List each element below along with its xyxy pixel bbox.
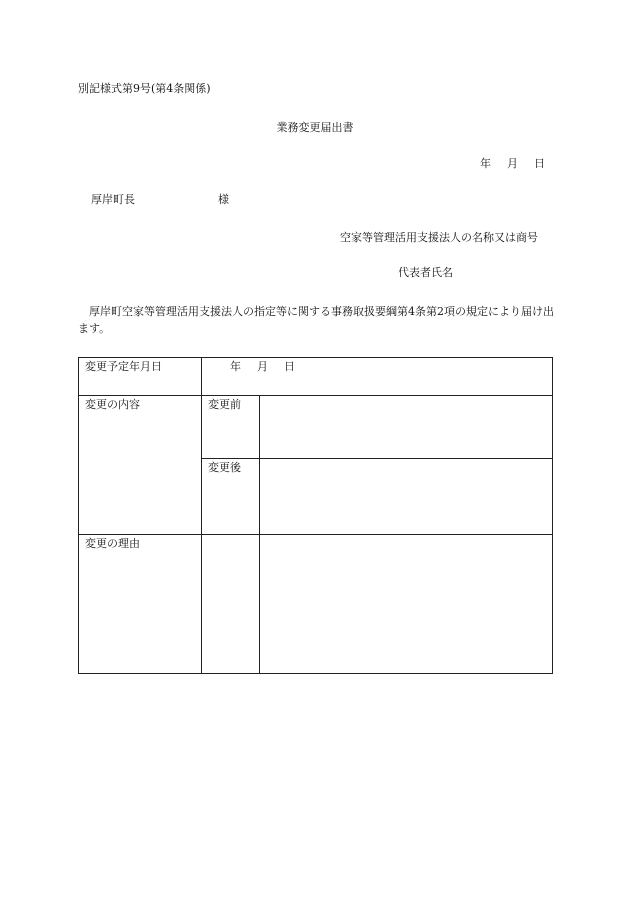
- form-reference: 別記様式第9号(第4条関係): [78, 82, 211, 95]
- planned-date-cell[interactable]: [202, 358, 553, 396]
- body-statement: 厚岸町空家等管理活用支援法人の指定等に関する事務取扱要綱第4条第2項の規定により届け出ます。: [78, 305, 554, 335]
- date-year-label: 年: [480, 157, 491, 170]
- date-day-label: 日: [534, 157, 545, 170]
- planned-month-label: 月: [257, 360, 268, 373]
- representative-label: 代表者氏名: [398, 266, 453, 279]
- reason-label: 変更の理由: [79, 535, 202, 674]
- submission-date: [480, 157, 545, 171]
- planned-date-label: 変更予定年月日: [79, 358, 202, 396]
- after-field[interactable]: [260, 459, 553, 535]
- after-label: 変更後: [202, 459, 260, 535]
- addressee-name: 厚岸町長: [91, 193, 135, 206]
- addressee-honorific: 様: [218, 193, 229, 206]
- change-content-label: 変更の内容: [79, 396, 202, 535]
- date-month-label: 月: [507, 157, 518, 170]
- before-label: 変更前: [202, 396, 260, 459]
- planned-day-label: 日: [284, 360, 295, 373]
- table-row: [79, 358, 553, 396]
- planned-year-label: 年: [230, 360, 241, 373]
- table-row: [79, 535, 553, 674]
- corp-name-label: 空家等管理活用支援法人の名称又は商号: [340, 231, 538, 244]
- change-table: [78, 357, 553, 674]
- document-title: 業務変更届出書: [276, 121, 354, 134]
- reason-field[interactable]: [260, 535, 553, 674]
- reason-sub-field[interactable]: [202, 535, 260, 674]
- table-row: [79, 396, 553, 459]
- before-field[interactable]: [260, 396, 553, 459]
